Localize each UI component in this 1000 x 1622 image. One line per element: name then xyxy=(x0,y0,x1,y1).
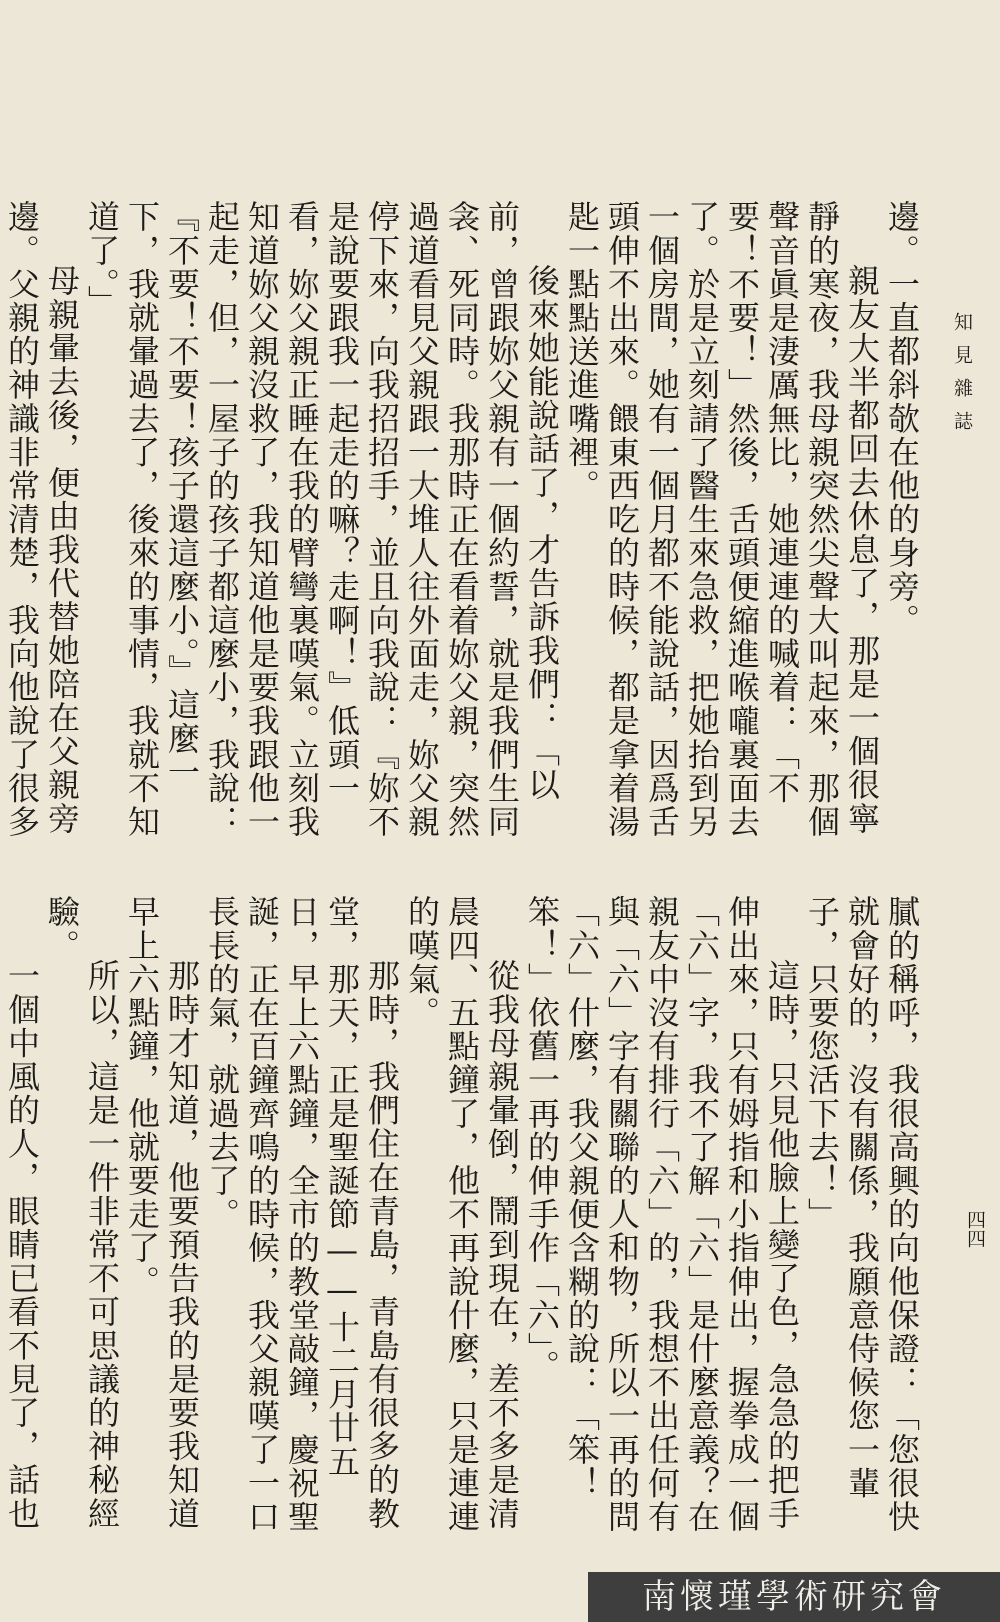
text-block-top xyxy=(3,200,922,850)
paragraph: 一個中風的人，眼睛已看不見了，話也 xyxy=(3,959,41,1531)
page-number: 四四 xyxy=(964,1210,986,1248)
paragraph: 後來她能說話了，才告訴我們：「以前，曾跟妳父親有一個約誓，就是我們生同衾、死同時。我那時正在看着妳父親，突然過道看見父親跟一大堆人往外面走，妳父親停下來，向我招招手，並且向我說：『妳不是說要跟我一起走的嘛？走啊！』低頭一看，妳父親正睡在我的臂彎裏嘆氣。立刻我知道妳父親沒救了，我知道他是要我跟他一起走，但，一屋子的孩子都這麼小，我說：『不要！不要！孩子還這麼小。』這麼一下，我就暈過去了，後來的事情，我就不知道了。」 xyxy=(83,200,561,839)
paragraph: 膩的稱呼，我很高興的向他保證：「您很快就會好的，沒有關係，我願意侍候您一輩子，只要您活下去！」 xyxy=(803,895,921,1534)
text-block-bottom xyxy=(3,895,922,1535)
paragraph: 這時，只見他臉上變了色，急急的把手伸出來，只有姆指和小指伸出，握拳成一個「六」字，我不了解「六」是什麼意義？在親友中沒有排行「六」的，我想不出任何有與「六」字有關聯的人和物，所以一再的問「六」什麼，我父親便含糊的說：「笨！笨！」依舊一再的伸手作「六」。 xyxy=(523,895,801,1534)
paragraph: 所以，這是一件非常不可思議的神秘經驗。 xyxy=(43,895,121,1531)
paragraph: 邊。一直都斜欹在他的身旁。 xyxy=(883,200,921,637)
paragraph: 從我母親暈倒，鬧到現在，差不多是清晨四、五點鐘了，他不再說什麼，只是連連的嘆氣。 xyxy=(403,895,521,1534)
running-title: 知見雜誌 xyxy=(951,312,973,444)
paragraph: 那時才知道，他要預告我的是要我知道早上六點鐘，他就要走了。 xyxy=(123,895,201,1531)
paragraph: 親友大半都回去休息了，那是一個很寧靜的寒夜，我母親突然尖聲大叫起來，那個聲音眞是淒厲無比，她連連的喊着：「不要！不要！」然後，舌頭便縮進喉嚨裏面去了。於是立刻請了醫生來急救，把她抬到另一個房間，她有一個月都不能說話，因爲舌頭伸不出來。餵東西吃的時候，都是拿着湯匙一點點送進嘴裡。 xyxy=(563,200,881,839)
paragraph: 那時，我們住在青島，青島有很多的教堂，那天，正是聖誕節——十二月廿五日，早上六點鐘，全市的教堂敲鐘，慶祝聖誕，正在百鐘齊鳴的時候，我父親嘆了一口長長的氣，就過去了。 xyxy=(203,895,401,1534)
footer-watermark-label: 南懷瑾學術研究會 xyxy=(588,1572,1000,1622)
paragraph: 母親暈去後，便由我代替她陪在父親旁邊。父親的神識非常清楚，我向他說了很多 xyxy=(3,200,81,839)
